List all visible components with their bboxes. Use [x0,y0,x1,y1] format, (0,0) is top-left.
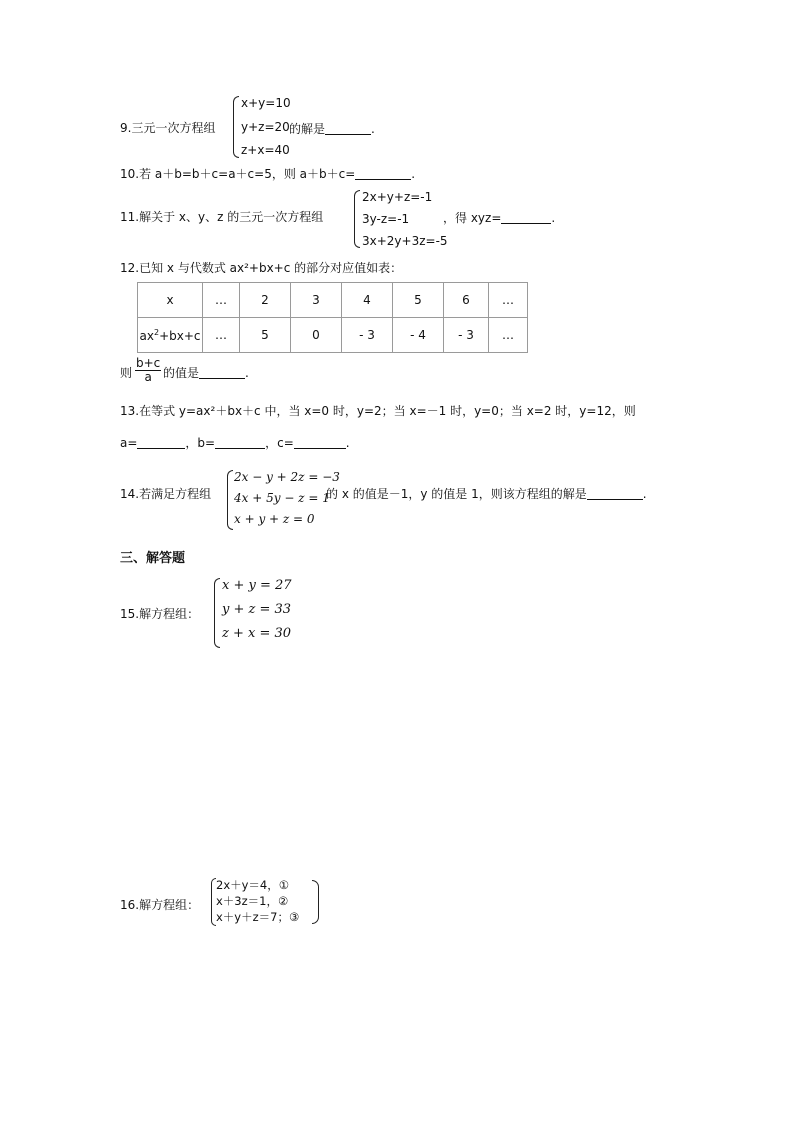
q12-frac-denominator: a [144,370,152,384]
q15-eq-3: z + x = 30 [222,626,292,641]
q15-brace [214,578,220,648]
q12-then-prefix: 则 [120,366,133,380]
q13-a-blank[interactable] [137,436,185,449]
q14-label: 14.若满足方程组 [120,487,212,501]
q9-end: . [371,122,375,136]
q15-eq-1: x + y = 27 [222,578,292,593]
table-cell: - 4 [393,318,444,353]
q9-eq-3: z+x=40 [241,143,290,157]
q9-eq-2: y+z=20 [241,120,290,134]
q14-eq-1: 2x − y + 2z = −3 [234,470,340,484]
table-cell: - 3 [342,318,393,353]
q13-c-label: ，c= [265,436,294,450]
table-cell: 2 [240,283,291,318]
table-row [138,283,528,318]
table-cell: - 3 [444,318,489,353]
q9-answer-blank[interactable] [325,122,371,135]
table-cell: … [489,283,528,318]
q11-label: 11.解关于 x、y、z 的三元一次方程组 [120,210,324,224]
q11-eq-3: 3x+2y+3z=-5 [362,234,448,248]
q14-eq-2: 4x + 5y − z = 1 [234,491,330,505]
table-cell: 6 [444,283,489,318]
q12-end: . [245,366,249,380]
q11-end: . [551,211,556,225]
q10-answer-blank[interactable] [355,167,411,180]
q12-intro: 12.已知 x 与代数式 ax²+bx+c 的部分对应值如表： [120,261,403,275]
q12-then-suffix: 的值是 [163,366,200,380]
table-cell: 3 [291,283,342,318]
q11-answer-blank[interactable] [501,211,551,224]
q13-text: 13.在等式 y=ax²＋bx＋c 中，当 x=0 时，y=2；当 x=－1 时，y=0；当 x=2 时，y=12，则 [120,404,636,418]
q16-eq-2: x＋3z＝1，② [216,894,289,908]
value-table [137,282,528,353]
q9-eq-1: x+y=10 [241,96,291,110]
q11-suffix: ，得 xyz= [443,211,502,225]
q15-label: 15.解方程组： [120,607,200,621]
q13-a-label: a= [120,436,138,450]
q14-eq-3: x + y + z = 0 [234,512,315,526]
table-cell: 5 [393,283,444,318]
table-cell: … [203,283,240,318]
q16-eq-1: 2x＋y＝4，① [216,878,290,892]
q14-answer-blank[interactable] [587,487,643,500]
q12-answer-blank[interactable] [199,366,245,379]
q12-fraction [135,357,161,384]
q16-right-paren [312,880,319,924]
q9-suffix: 的解是 [289,122,326,136]
table-cell: 4 [342,283,393,318]
q9-label: 9.三元一次方程组 [120,121,216,135]
table-cell: 5 [240,318,291,353]
q14-brace [227,470,233,530]
q14-suffix: 的 x 的值是－1，y 的值是 1，则该方程组的解是 [326,487,587,501]
table-cell: 0 [291,318,342,353]
q13-b-label: ，b= [185,436,216,450]
q13-c-blank[interactable] [294,436,346,449]
q15-eq-2: y + z = 33 [222,602,292,617]
q16-label: 16.解方程组： [120,898,200,912]
q16-eq-3: x＋y＋z＝7；③ [216,910,300,924]
q13-end: . [345,436,350,450]
table-cell: x [138,283,203,318]
q10-text: 10.若 a＋b=b＋c=a＋c=5，则 a＋b＋c= [120,167,356,181]
table-row [138,318,528,353]
section-heading: 三、解答题 [120,551,186,566]
table-cell: … [203,318,240,353]
q12-frac-numerator: b+c [136,356,161,370]
table-cell: … [489,318,528,353]
q14-end: . [642,487,647,501]
q11-brace [354,190,360,248]
q11-eq-2: 3y-z=-1 [362,212,410,226]
q13-b-blank[interactable] [215,436,265,449]
q9-brace [233,96,239,158]
q11-eq-1: 2x+y+z=-1 [362,190,433,204]
table-cell: $ax^2+bx+c$ [138,318,203,353]
q10-end: . [411,167,416,181]
